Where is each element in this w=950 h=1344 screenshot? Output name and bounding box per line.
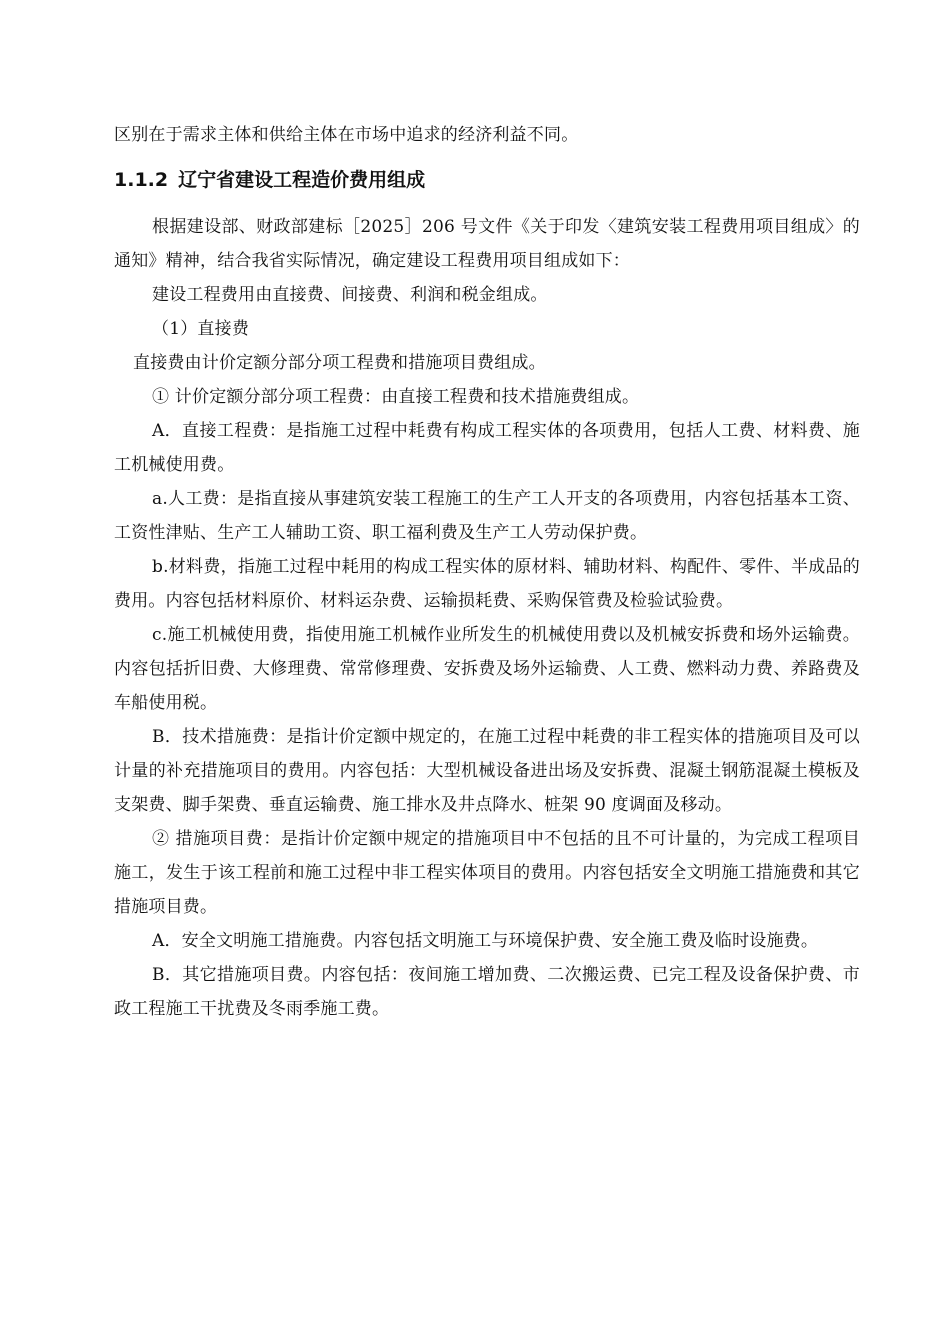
section-number: 1.1.2 xyxy=(114,169,169,191)
paragraph-item-2a: A．安全文明施工措施费。内容包括文明施工与环境保护费、安全施工费及临时设施费。 xyxy=(152,931,819,951)
document-page xyxy=(114,118,860,1026)
paragraph-item-1b: B．技术措施费：是指计价定额中规定的，在施工过程中耗费的非工程实体的措施项目及可以计量的补充措施项目的费用。内容包括：大型机械设备进出场及安拆费、混凝土钢筋混凝土模板及支架费、脚手架费、垂直运输费、施工排水及井点降水、桩架 90 度调面及移动。 xyxy=(114,727,860,815)
paragraph-item-2: ② 措施项目费：是指计价定额中规定的措施项目中不包括的且不可计量的，为完成工程项目施工，发生于该工程前和施工过程中非工程实体项目的费用。内容包括安全文明施工措施费和其它措施项目费。 xyxy=(114,829,860,917)
paragraph-item-2b: B．其它措施项目费。内容包括：夜间施工增加费、二次搬运费、已完工程及设备保护费、市政工程施工干扰费及冬雨季施工费。 xyxy=(114,965,860,1019)
paragraph-direct-cost: 直接费由计价定额分部分项工程费和措施项目费组成。 xyxy=(133,353,546,373)
paragraph-composition: 建设工程费用由直接费、间接费、利润和税金组成。 xyxy=(152,285,548,305)
paragraph-item-1a: A．直接工程费：是指施工过程中耗费有构成工程实体的各项费用，包括人工费、材料费、施工机械使用费。 xyxy=(114,421,860,475)
section-heading xyxy=(114,162,860,198)
paragraph-machinery-cost: c.施工机械使用费，指使用施工机械作业所发生的机械使用费以及机械安拆费和场外运输费。内容包括折旧费、大修理费、常常修理费、安拆费及场外运输费、人工费、燃料动力费、养路费及车船使用税。 xyxy=(114,625,860,713)
paragraph-basis: 根据建设部、财政部建标［2025］206 号文件《关于印发〈建筑安装工程费用项目组成〉的通知》精神，结合我省实际情况，确定建设工程费用项目组成如下： xyxy=(114,217,860,271)
paragraph-direct-cost-heading: （1）直接费 xyxy=(152,319,250,339)
intro-line: 区别在于需求主体和供给主体在市场中追求的经济利益不同。 xyxy=(114,125,579,145)
section-title: 辽宁省建设工程造价费用组成 xyxy=(178,169,426,191)
paragraph-item-1: ① 计价定额分部分项工程费：由直接工程费和技术措施费组成。 xyxy=(152,387,640,407)
paragraph-labor-cost: a.人工费：是指直接从事建筑安装工程施工的生产工人开支的各项费用，内容包括基本工资、工资性津贴、生产工人辅助工资、职工福利费及生产工人劳动保护费。 xyxy=(114,489,860,543)
paragraph-material-cost: b.材料费，指施工过程中耗用的构成工程实体的原材料、辅助材料、构配件、零件、半成品的费用。内容包括材料原价、材料运杂费、运输损耗费、采购保管费及检验试验费。 xyxy=(114,557,860,611)
